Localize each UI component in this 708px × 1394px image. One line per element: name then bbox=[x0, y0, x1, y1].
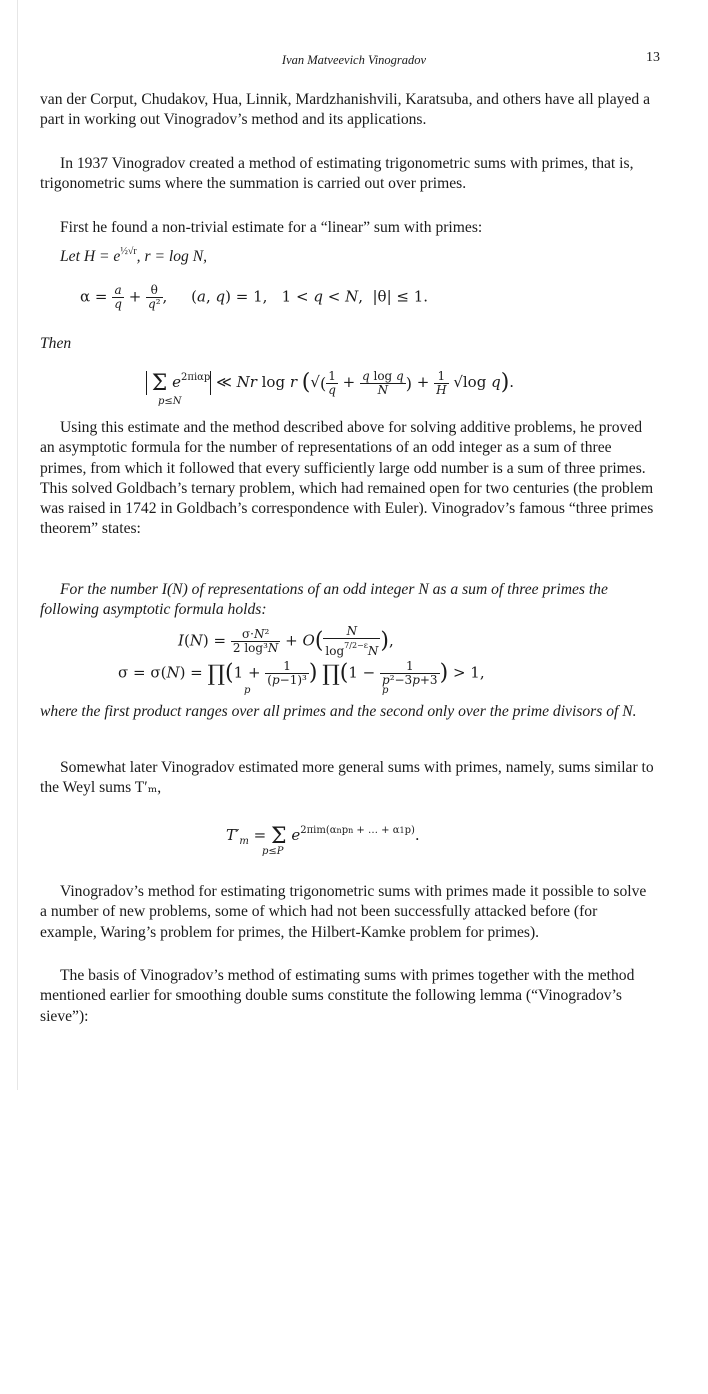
paragraph-6: Vinogradov’s method for estimating trigonometric sums with primes made it possible to solve a number of new problems, some of which had not been successfully attacked before (for example, Waring’s problem for primes, the Hilbert-Kamke problem for primes). bbox=[40, 883, 647, 941]
paragraph-4-block bbox=[40, 418, 656, 540]
product-index-p-1: p bbox=[244, 685, 251, 696]
paragraph-5: Somewhat later Vinogradov estimated more general sums with primes, namely, sums similar to the Weyl sums T′ₘ, bbox=[40, 759, 654, 797]
sum-range-p-le-P: p≤P bbox=[262, 846, 284, 857]
paragraph-3-block bbox=[40, 218, 656, 238]
theorem-statement: For the number I(N) of representations of an odd integer N as a sum of three primes the following asymptotic formula holds: bbox=[40, 581, 608, 619]
formula-weyl-sum: $T'_m = \Sigma$ $e^{2\pi im(\alpha npn + \dots + \alpha 1p)}$. bbox=[226, 824, 420, 849]
where-block bbox=[40, 702, 656, 722]
estimate-formula: Σ $e^{2\pi i\alpha p}$ ≪ Nr log r (√( $\frac{1}{q}$ + $\frac{\text{q log q}}{N}$ ) + $\frac{1}{H}$ √log q). bbox=[146, 367, 514, 397]
paragraph-1-block bbox=[40, 90, 656, 131]
running-title: Ivan Matveevich Vinogradov bbox=[281, 53, 427, 67]
paragraph-2: In 1937 Vinogradov created a method of estimating trigonometric sums with primes, that is, trigonometric sums where the summation is carried out over primes. bbox=[40, 155, 634, 193]
formula-sigma: σ = σ(N) = ∏(1 + $\frac{1}{\text{(p−1)³}}$ ) ∏(1 − $\frac{1}{\text{p²−3p+3}}$ ) > 1, bbox=[118, 659, 485, 687]
paragraph-2-block bbox=[40, 154, 656, 195]
then-label: Then bbox=[40, 335, 72, 352]
paragraph-7: The basis of Vinogradov’s method of estimating sums with primes together with the method mentioned earlier for smoothing double sums constitute the following lemma (“Vinogradov’s sieve”): bbox=[40, 967, 635, 1025]
page-number: 13 bbox=[646, 50, 660, 65]
paragraph-6-block bbox=[40, 882, 656, 943]
paragraph-4: Using this estimate and the method described above for solving additive problems, he proved an asymptotic formula for the number of representations of an odd integer as a sum of three primes, from which it followed that every sufficiently large odd number is a sum of three primes. This solved Goldbach’s ternary problem, which had remained open for two centuries (the problem was raised in 1742 in Goldbach’s correspondence with Euler). Vinogradov’s famous “three primes theorem” states: bbox=[40, 419, 654, 538]
paragraph-3: First he found a non-trivial estimate for a “linear” sum with primes: bbox=[60, 219, 483, 236]
alpha-formula: α = $\frac{a}{q}$ + $\frac{\theta}{\text{q²}}$ , (a, q) = 1, 1 < q < N, |θ| ≤ 1. bbox=[80, 283, 429, 311]
formula-I-of-N: I(N) = $\frac{\text{σ·N²}}{\text{2 log³N}}$ + O( $\frac{N}{\log^{7/2-\varepsilon}N}$ ), bbox=[178, 624, 394, 658]
let-line: Let $H = e^{\frac{1}{2}√r}$, r = log N, bbox=[60, 246, 208, 265]
page-edge-line bbox=[17, 0, 18, 1090]
where-clause: where the first product ranges over all primes and the second only over the prime divisors of N. bbox=[40, 703, 637, 720]
running-header bbox=[0, 48, 708, 72]
paragraph-5-block bbox=[40, 758, 656, 799]
product-index-p-2: p bbox=[382, 685, 389, 696]
sum-range-p-le-N: p≤N bbox=[158, 396, 182, 407]
paragraph-1: van der Corput, Chudakov, Hua, Linnik, Mardzhanishvili, Karatsuba, and others have all played a part in working out Vinogradov’s method and its applications. bbox=[40, 91, 651, 129]
paragraph-7-block bbox=[40, 966, 656, 1027]
theorem-block bbox=[40, 580, 656, 621]
